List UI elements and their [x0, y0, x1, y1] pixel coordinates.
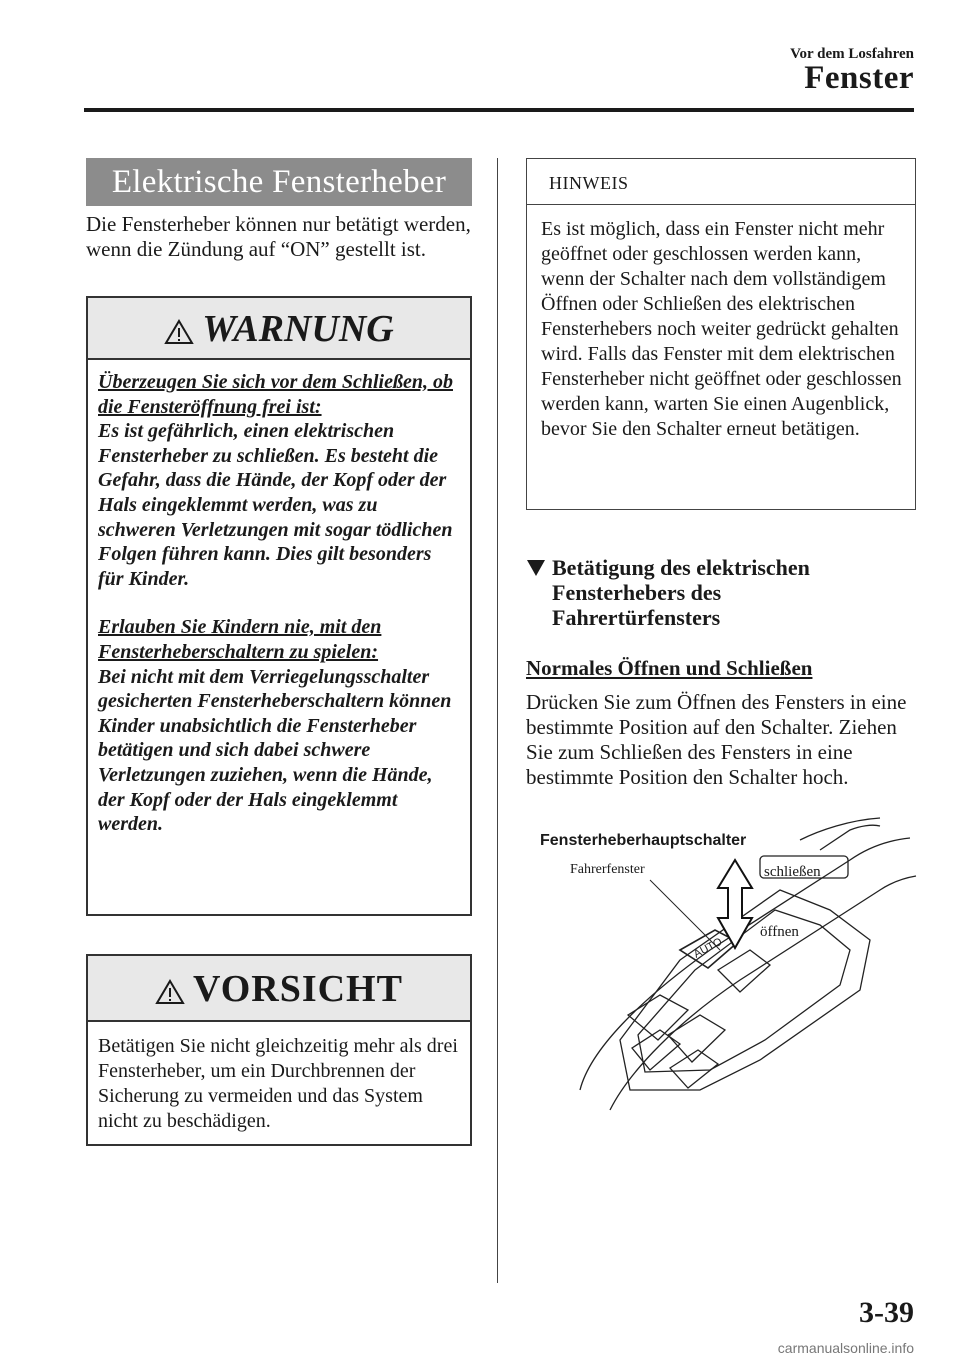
note-box — [526, 158, 916, 510]
window-switch-figure — [520, 800, 920, 1120]
subsection-title: Betätigung des elektrischen Fensterhebers des Fahrertürfensters — [526, 555, 886, 630]
warning-text-1: Es ist gefährlich, einen elektrischen Fensterheber zu schließen. Es besteht die Gefahr, dass die Hände, der Kopf oder der Hals eingeklemmt werden, was zu schweren Verletzungen mit sogar tödlichen Folgen führen kann. Dies gilt besonders für Kinder. — [98, 420, 453, 590]
subsection-heading: Normales Öffnen und Schließen — [526, 656, 813, 680]
note-text: Es ist möglich, dass ein Fenster nicht mehr geöffnet oder geschlossen werden kann, wenn der Schalter nach dem vollständigem Öffnen oder Schließen des elektrischen Fensterhebers noch weiter gedrückt gehalten wird. Falls das Fenster mit dem elektrischen Fensterheber nicht geöffnet oder geschlossen werden kann, warten Sie einen Augenblick, bevor Sie den Schalter erneut betätigen. — [541, 218, 902, 440]
close-label: schließen — [764, 864, 821, 880]
header-rule — [84, 108, 914, 112]
header-subtitle: Vor dem Losfahren — [790, 46, 914, 62]
driver-window-label: Fahrerfenster — [570, 862, 645, 877]
column-divider — [497, 158, 498, 1283]
note-title: HINWEIS — [527, 159, 915, 205]
caution-triangle-icon — [155, 979, 185, 1005]
section-intro: Die Fensterheber können nur betätigt werden, wenn die Zündung auf “ON” gestellt ist. — [86, 212, 471, 261]
caution-box — [86, 954, 472, 1146]
section-title: Elektrische Fensterheber — [86, 158, 472, 206]
watermark: carmanualsonline.info — [777, 1340, 914, 1356]
open-label: öffnen — [760, 924, 799, 940]
warning-text-2: Bei nicht mit dem Verriegelungsschalter gesicherten Fensterheberschaltern können Kinder unabsichtlich die Fensterheber betätigen und sich dabei schwere Verletzungen zuziehen, wenn die Hände, der Kopf oder der Hals eingeklemmt werden. — [98, 665, 452, 836]
warning-heading-2: Erlauben Sie Kindern nie, mit den Fensterheberschaltern zu spielen: — [98, 616, 382, 663]
header-title: Fenster — [804, 60, 914, 96]
warning-box — [86, 296, 472, 916]
subsection-text: Drücken Sie zum Öffnen des Fensters in eine bestimmte Position auf den Schalter. Ziehen Sie zum Schließen des Fensters in eine bestimmte Position den Schalter hoch. — [526, 690, 907, 789]
caution-header — [88, 956, 470, 1022]
warning-header — [88, 298, 470, 360]
auto-label: AUTO — [691, 935, 725, 961]
warning-triangle-icon — [164, 319, 194, 345]
down-triangle-icon — [526, 559, 546, 577]
page-number: 3-39 — [859, 1296, 914, 1329]
warning-title: WARNUNG — [202, 308, 394, 350]
caution-title: VORSICHT — [193, 968, 403, 1010]
caution-text: Betätigen Sie nicht gleichzeitig mehr als drei Fensterheber, um ein Durchbrennen der Sicherung zu vermeiden und das System nicht zu beschädigen. — [98, 1035, 458, 1132]
warning-heading-1: Überzeugen Sie sich vor dem Schließen, ob die Fensteröffnung frei ist: — [98, 371, 453, 418]
main-switch-label: Fensterheberhauptschalter — [540, 832, 747, 849]
